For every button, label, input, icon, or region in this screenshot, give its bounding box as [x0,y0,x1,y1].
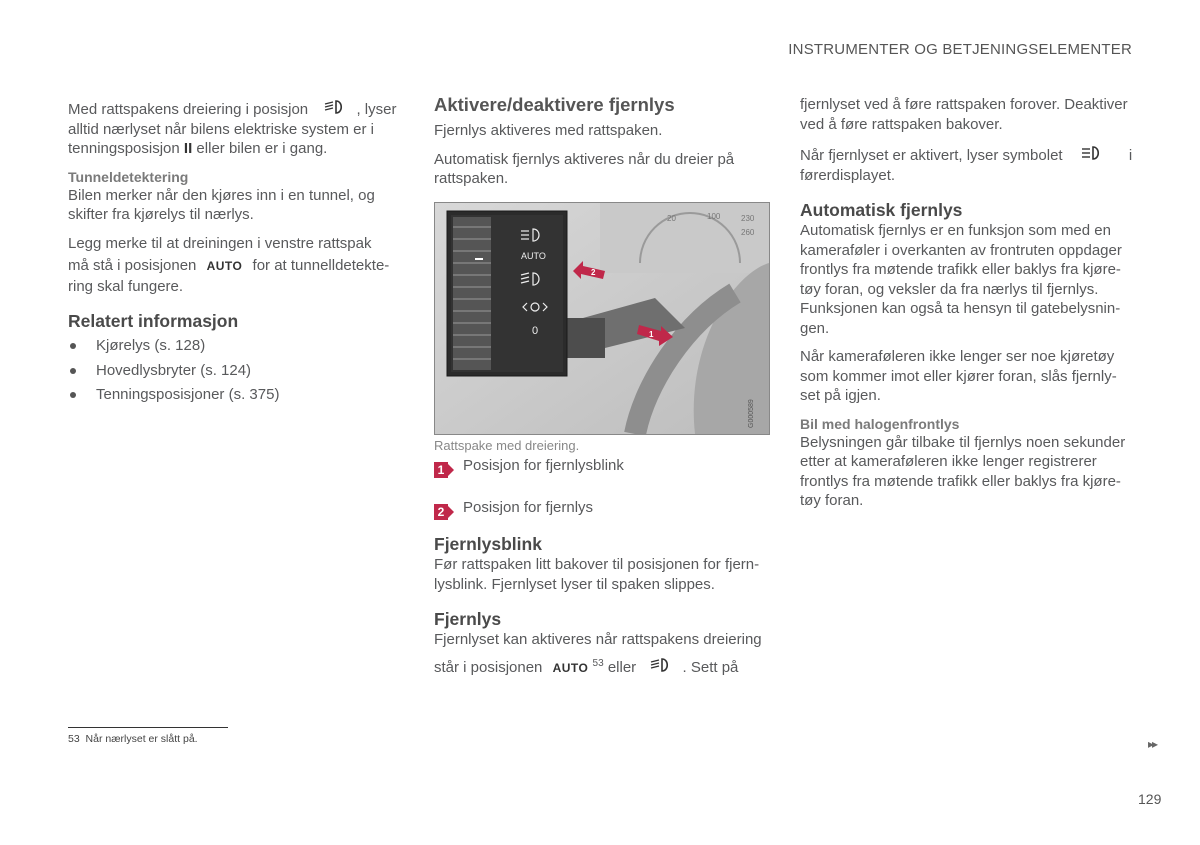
arrow-label: 2 [591,268,596,277]
middle-column [434,93,764,189]
intro-line-3 [68,139,398,159]
auto-symbol: AUTO [552,660,589,675]
right-p2-line2: førerdisplayet. [800,166,896,184]
note-text-c: for at tunnelldetekte- [252,257,390,275]
callout-list [434,452,764,536]
gauge-label: 100 [707,212,721,221]
fjernlys-line-2 [434,654,764,679]
halogen-heading: Bil med halogenfrontlys [800,415,960,432]
note-line-1: Legg merke til at dreiningen i venstre rattspak [68,234,372,252]
ignition-position: II [183,140,193,158]
callout-item [434,494,764,522]
arrow-label: 1 [649,330,654,339]
section-header: INSTRUMENTER OG BETJENINGSELEMENTER [788,41,1132,58]
callout-item [434,452,764,480]
section-heading: Aktivere/deaktivere fjernlys [434,94,675,115]
blink-text: Før rattspaken litt bakover til posisjonen for fjern- lysblink. Fjernlyset lyser til spaken slippes. [434,556,760,593]
image-code: G000589 [748,399,755,428]
note-line-3: ring skal fungere. [68,277,184,295]
right-column [800,95,1133,511]
callout-text: Posisjon for fjernlysblink [463,457,624,475]
stalk-illustration [435,203,769,434]
auto-text-2: Når kameraføleren ikke lenger ser noe kjøretøy som kommer imot eller kjører foran, slås fjernly- set på igjen. [800,348,1117,405]
callout-text: Posisjon for fjernlys [463,499,594,517]
middle-p1: Fjernlys aktiveres med rattspaken. [434,122,663,139]
intro-line-2: alltid nærlyset når bilens elektriske system er i [68,120,374,138]
stalk-figure [434,202,770,435]
related-heading: Relatert informasjon [68,311,239,332]
auto-heading: Automatisk fjernlys [800,200,963,221]
fjernlys-line-1: Fjernlyset kan aktiveres når rattspakens dreiering [434,631,762,648]
callout-badge [434,462,454,480]
intro-pre: tenningsposisjon [68,140,184,158]
fjernlys-text-c: eller [607,658,637,676]
footnote-divider [68,727,228,728]
high-beam-icon [1081,146,1103,166]
dial-off-label: 0 [532,325,539,337]
tunnel-text: Bilen merker når den kjøres inn i en tunnel, og skifter fra kjørelys til nærlys. [68,186,375,224]
fjernlys-text: står i posisjonen [434,658,543,676]
blink-section [434,533,764,678]
intro-line-1 [68,100,398,120]
footnote-number: 53 [68,733,80,745]
gauge-label: 260 [741,228,755,237]
low-beam-icon [324,100,346,120]
symbol-text-b: i [1128,147,1133,164]
intro-text: Med rattspakens dreiering i posisjon [68,101,309,118]
note-line-2 [68,256,398,277]
tunnel-heading: Tunneldetektering [68,168,189,185]
intro-text-b: , lyser [356,101,397,118]
auto-symbol: AUTO [206,259,243,274]
related-link[interactable]: Kjørelys (s. 128) [68,336,398,356]
next-page-icon[interactable]: ▸▸ [1148,737,1157,751]
note-text: må stå i posisjonen [68,257,197,275]
related-link[interactable]: Hovedlysbryter (s. 124) [68,361,398,381]
auto-text: Automatisk fjernlys er en funksjon som med en kameraføler i overkanten av frontruten oppdager frontlys fra møtende trafikk eller baklys fra kjøre- tøy foran, og veksler da fra nærlys til fjernlys. Funksjonen kan også ta hensyn til gatebelysnin- gen. [800,222,1122,337]
gauge-label: 20 [667,214,676,223]
right-p1: fjernlyset ved å føre rattspaken forover. Deaktiver ved å føre rattspaken bakover. [800,96,1128,133]
figure-caption: Rattspake med dreiering. [434,438,580,453]
callout-number: 2 [434,504,448,520]
callout-badge [434,504,454,522]
halogen-text: Belysningen går tilbake til fjernlys noen sekunder etter at kameraføleren ikke lenger registrerer frontlys fra møtende trafikk eller baklys fra kjøre- tøy foran. [800,433,1126,510]
symbol-text: Når fjernlyset er aktivert, lyser symbolet [800,147,1063,164]
dial-auto-label: AUTO [521,251,546,261]
blink-heading: Fjernlysblink [434,534,542,554]
callout-number: 1 [434,462,448,478]
fjernlys-heading: Fjernlys [434,609,502,629]
footnote [68,733,198,745]
related-list [68,336,398,405]
page-number: 129 [1138,791,1162,807]
right-p2-line1 [800,146,1133,166]
footnote-ref[interactable]: 53 [592,657,604,669]
middle-p2: Automatisk fjernlys aktiveres når du dreier på rattspaken. [434,150,735,187]
footnote-text: Når nærlyset er slått på. [85,733,198,745]
left-column [68,100,398,410]
related-link[interactable]: Tenningsposisjoner (s. 375) [68,385,398,405]
fjernlys-text-d: . Sett på [682,658,739,676]
low-beam-icon [650,658,672,678]
gauge-label: 230 [741,214,755,223]
intro-post: eller bilen er i gang. [192,140,328,158]
